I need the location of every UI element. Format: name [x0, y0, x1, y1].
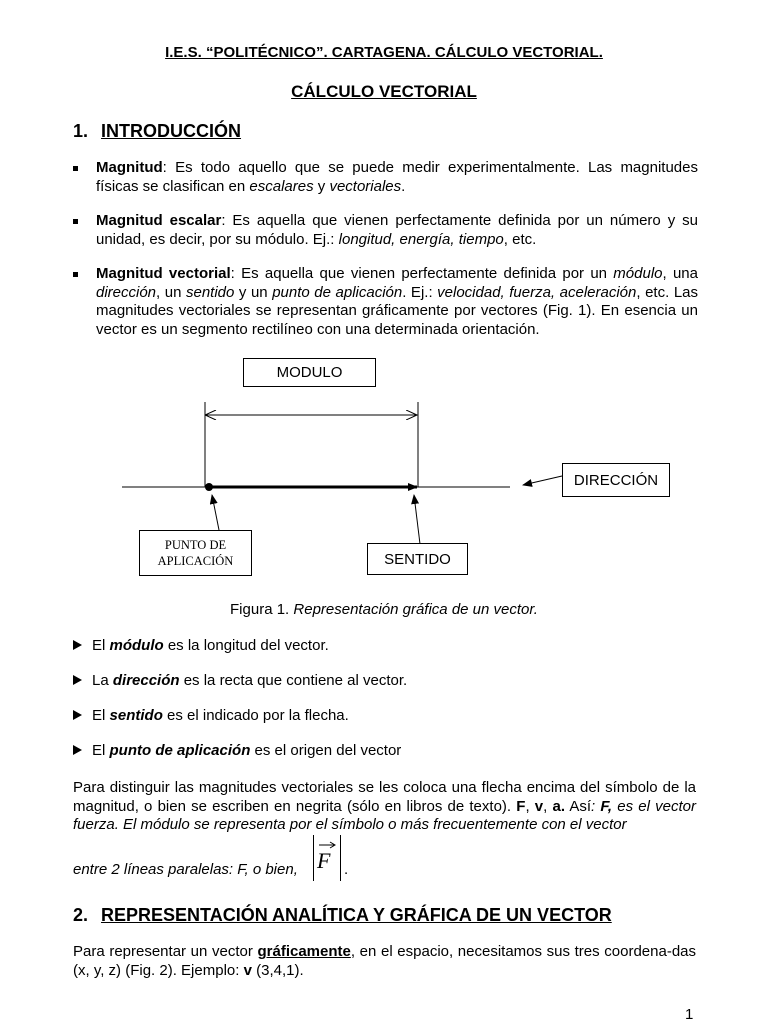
page-header: I.E.S. “POLITÉCNICO”. CARTAGENA. CÁLCULO VECTORIAL. — [165, 44, 603, 61]
definition-item — [73, 637, 693, 655]
emphasis: dirección — [96, 283, 157, 301]
term: Magnitud escalar — [96, 212, 222, 229]
arrowhead-bullet-icon — [73, 745, 82, 755]
page-number: 1 — [685, 1006, 694, 1023]
emphasis: vectoriales — [329, 177, 402, 195]
caption-text: Representación gráfica de un vector. — [293, 601, 538, 618]
bold-symbol: a. — [552, 797, 566, 815]
text: . Ej.: — [402, 283, 438, 301]
text: Así — [565, 797, 592, 815]
text: es el indicado por la flecha. — [162, 707, 349, 724]
bullet-text — [96, 159, 698, 196]
term: Magnitud — [96, 159, 163, 176]
term: sentido — [109, 707, 163, 724]
direccion-label: DIRECCIÓN — [562, 463, 670, 497]
vector-modulus-formula — [313, 835, 341, 881]
text: , — [543, 797, 553, 815]
formula-letter: F — [317, 848, 331, 873]
text: : Es aquella que vienen perfectamente definida por un — [230, 265, 614, 282]
sentido-pointer — [414, 495, 420, 544]
emphasis: módulo — [613, 265, 663, 282]
arrowhead-bullet-icon — [73, 640, 82, 650]
italic-text: es el vector fuerza. El módulo se representa por el símbolo o más frecuentemente con el vector — [73, 797, 696, 833]
section-2-number: 2. — [73, 905, 89, 925]
bullet-marker — [73, 166, 78, 171]
punto-pointer — [212, 495, 219, 530]
text: , etc. — [503, 230, 537, 248]
text: , etc. Las magnitudes vectoriales se representan gráficamente por vectores (Fig. 1). En esencia un vector es un segmento rectilíneo con una determinada orientación. — [96, 283, 698, 338]
section-1-title: INTRODUCCIÓN — [101, 121, 242, 141]
text: . — [401, 177, 406, 195]
emphasis: longitud, energía, tiempo — [338, 230, 504, 248]
text: es la longitud del vector. — [163, 637, 329, 654]
bold-symbol: v — [243, 961, 252, 979]
bullet-marker — [73, 219, 78, 224]
document-title: CÁLCULO VECTORIAL — [291, 82, 477, 101]
arrowhead-bullet-icon — [73, 710, 82, 720]
bullet-marker — [73, 272, 78, 277]
notation-paragraph — [73, 779, 696, 835]
emphasis: velocidad, fuerza, aceleración — [437, 283, 637, 301]
formula-period: . — [344, 861, 349, 878]
text: El — [92, 742, 110, 759]
section-2-title: REPRESENTACIÓN ANALÍTICA Y GRÁFICA DE UN VECTOR — [101, 905, 612, 925]
text: El — [92, 637, 110, 654]
text: , un — [156, 283, 186, 301]
emphasis: punto de aplicación — [272, 283, 403, 301]
direccion-pointer — [523, 476, 562, 485]
term: punto de aplicación — [109, 742, 251, 759]
sentido-label: SENTIDO — [367, 543, 468, 575]
text: y — [313, 177, 330, 195]
term: módulo — [109, 637, 164, 654]
definition-item — [73, 672, 693, 690]
caption-prefix: Figura 1. — [230, 601, 294, 618]
label-line: APLICACIÓN — [157, 554, 234, 568]
section-1-number: 1. — [73, 121, 89, 141]
italic-text: entre 2 líneas paralelas: F, o bien, — [73, 861, 298, 878]
bullet-text — [96, 212, 698, 249]
bullet-text — [96, 265, 698, 339]
term: Magnitud vectorial — [96, 265, 231, 282]
text: : Es aquella que vienen perfectamente definida por un número y su unidad, es decir, por su módulo. Ej.: — [96, 212, 698, 248]
figure-1-caption — [0, 601, 768, 618]
modulo-label: MODULO — [243, 358, 376, 387]
text: El — [92, 707, 110, 724]
text: es la recta que contiene al vector. — [179, 672, 408, 689]
arrowhead-bullet-icon — [73, 675, 82, 685]
text: y un — [234, 283, 273, 301]
text: , — [525, 797, 535, 815]
emphasis: escalares — [249, 177, 314, 195]
text: La — [92, 672, 113, 689]
bold-symbol: v — [534, 797, 544, 815]
application-point-dot — [205, 483, 213, 491]
bold-symbol: F, — [600, 797, 613, 815]
label-line: PUNTO DE — [164, 538, 227, 552]
notation-line-2 — [73, 861, 298, 878]
text: : Es todo aquello que se puede medir experimentalmente. Las magnitudes físicas se clasifican en — [96, 159, 698, 195]
bold-symbol: F — [516, 797, 526, 815]
emphasis: sentido — [185, 283, 235, 301]
text: Para representar un vector — [73, 943, 258, 960]
definition-item — [73, 707, 693, 725]
text: Para distinguir las magnitudes vectoriales se les coloca una flecha encima del símbolo de la magnitud, o bien se escriben en negrita (sólo en libros de texto). — [73, 779, 696, 815]
bold-underlined-term: gráficamente — [257, 943, 351, 960]
text: (3,4,1). — [251, 961, 304, 979]
section-2-heading — [73, 905, 612, 926]
figure-1 — [0, 350, 768, 590]
text: es el origen del vector — [250, 742, 402, 759]
section-1-heading — [73, 121, 241, 142]
text: : — [591, 797, 601, 815]
definition-item — [73, 742, 693, 760]
term: dirección — [112, 672, 180, 689]
section-2-paragraph — [73, 943, 696, 980]
text: , en el espacio, necesitamos sus tres coordena-das (x, y, z) (Fig. 2). Ejemplo: — [73, 943, 697, 979]
text: , una — [662, 265, 698, 282]
punto-aplicacion-label — [139, 530, 252, 576]
